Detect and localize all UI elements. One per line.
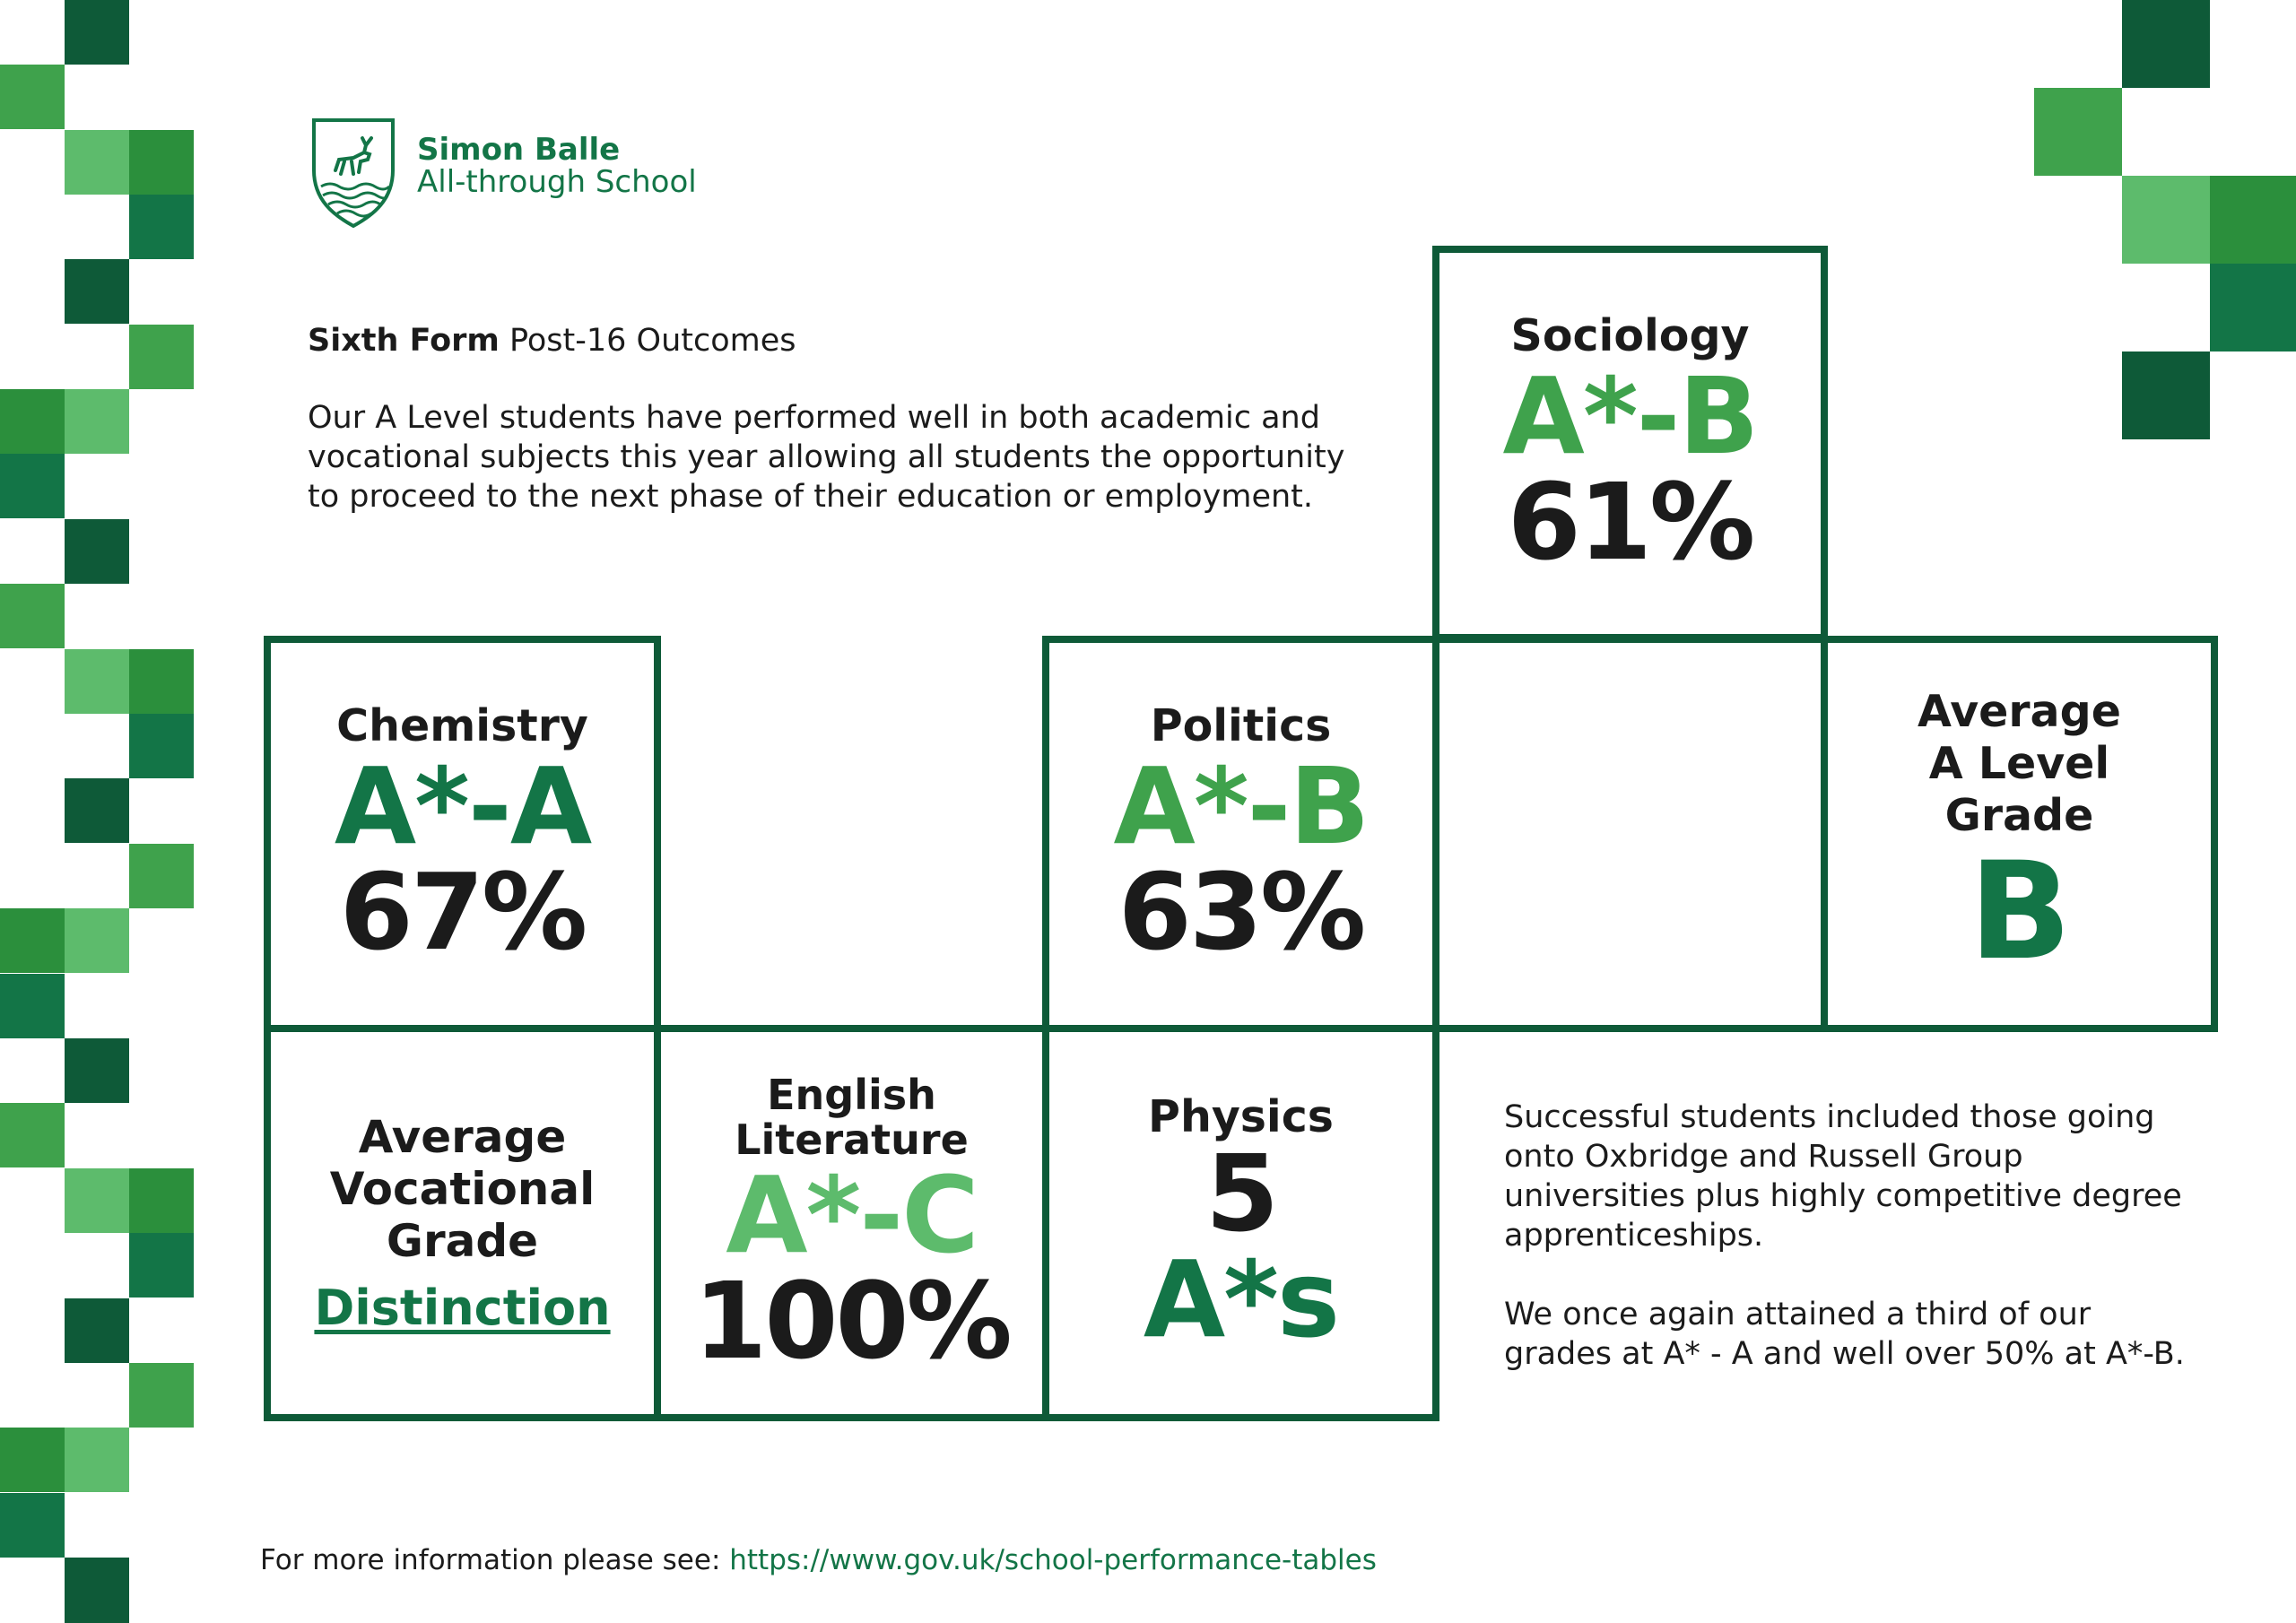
deco-square	[65, 0, 129, 65]
subject-label: Physics	[1148, 1091, 1334, 1142]
label-line1: Average	[1918, 686, 2121, 737]
deco-square	[65, 908, 129, 973]
label-line3: Grade	[386, 1214, 539, 1267]
page-title-rest: Post-16 Outcomes	[499, 323, 796, 359]
deco-square	[129, 1363, 194, 1428]
performance-tables-link[interactable]: https://www.gov.uk/school-performance-tables	[729, 1544, 1377, 1576]
empty-grid-box	[1432, 636, 1828, 1032]
page-title-bold: Sixth Form	[308, 323, 500, 359]
deco-square	[129, 714, 194, 778]
result-box-chemistry	[264, 636, 661, 1032]
label-line2: Literature	[735, 1115, 969, 1164]
school-logo	[309, 115, 398, 230]
page-title	[308, 323, 796, 359]
subject-label: Politics	[1150, 700, 1332, 751]
deco-square	[65, 1168, 129, 1233]
deco-square	[129, 649, 194, 714]
percentage-value: 61%	[1507, 459, 1753, 584]
deco-square	[0, 389, 65, 454]
deco-square	[129, 325, 194, 389]
deco-square	[65, 1038, 129, 1103]
deco-square	[129, 844, 194, 908]
deco-square	[65, 649, 129, 714]
deco-square	[0, 1428, 65, 1492]
deco-square	[65, 130, 129, 195]
deco-square	[2122, 0, 2210, 88]
deco-square	[0, 974, 65, 1038]
average-grade-value: B	[1969, 834, 2070, 990]
grade-range: A*-B	[1502, 353, 1758, 478]
percentage-value: 100%	[693, 1259, 1010, 1383]
deco-square	[65, 259, 129, 324]
deco-square	[65, 1558, 129, 1623]
side-paragraph-2: We once again attained a third of our grades at A* - A and well over 50% at A*-B.	[1504, 1297, 2185, 1372]
percentage-value: 67%	[339, 850, 586, 974]
stag-crest-icon	[309, 115, 398, 230]
deco-square	[0, 1493, 65, 1558]
grade-range: A*-A	[334, 744, 591, 868]
footer	[260, 1544, 1377, 1576]
deco-square	[0, 584, 65, 648]
deco-square	[0, 454, 65, 518]
vocational-grade-value: Distinction	[314, 1279, 611, 1336]
percentage-value: 63%	[1118, 850, 1364, 974]
result-box-politics	[1042, 636, 1439, 1032]
deco-square	[2210, 176, 2296, 264]
result-box-physics	[1042, 1025, 1439, 1421]
deco-square	[65, 778, 129, 843]
school-name-line1: Simon Balle	[417, 132, 621, 168]
school-name	[417, 132, 697, 200]
grade-label: A*s	[1143, 1237, 1339, 1361]
grade-range: A*-B	[1113, 744, 1369, 868]
deco-square	[0, 908, 65, 973]
result-box-english-literature	[654, 1025, 1049, 1421]
school-name-line2: All-through School	[417, 164, 697, 200]
deco-square	[0, 1103, 65, 1167]
label-line2: Vocational	[329, 1162, 596, 1215]
intro-paragraph: Our A Level students have performed well in both academic and vocational subjects this year allowing all students the opportunity to proceed to the next phase of their education or employment.	[308, 400, 1345, 515]
deco-square	[129, 1233, 194, 1298]
result-box-sociology	[1432, 246, 1828, 641]
subject-label: Chemistry	[336, 700, 588, 751]
deco-square	[129, 195, 194, 259]
deco-square	[65, 389, 129, 454]
grade-range: A*-C	[726, 1153, 978, 1277]
deco-square	[2210, 264, 2296, 352]
label-line1: English	[767, 1071, 936, 1119]
label-line3: Grade	[1944, 790, 2094, 841]
deco-square	[0, 65, 65, 129]
deco-square	[65, 519, 129, 584]
deco-square	[2122, 352, 2210, 439]
deco-square	[65, 1428, 129, 1492]
side-paragraph-1: Successful students included those going onto Oxbridge and Russell Group universities plus highly competitive degree apprenticeships.	[1504, 1099, 2182, 1254]
deco-square	[129, 1168, 194, 1233]
deco-square	[65, 1298, 129, 1363]
footer-label: For more information please see:	[260, 1544, 730, 1576]
deco-square	[2034, 88, 2122, 176]
a-star-count: 5	[1205, 1132, 1277, 1255]
subject-label: Sociology	[1510, 309, 1750, 361]
label-line1: Average	[358, 1110, 567, 1163]
result-box-average-vocational	[264, 1025, 661, 1421]
deco-square	[2122, 176, 2210, 264]
label-line2: A Level	[1928, 738, 2110, 789]
deco-square	[129, 130, 194, 195]
result-box-average-a-level	[1821, 636, 2218, 1032]
